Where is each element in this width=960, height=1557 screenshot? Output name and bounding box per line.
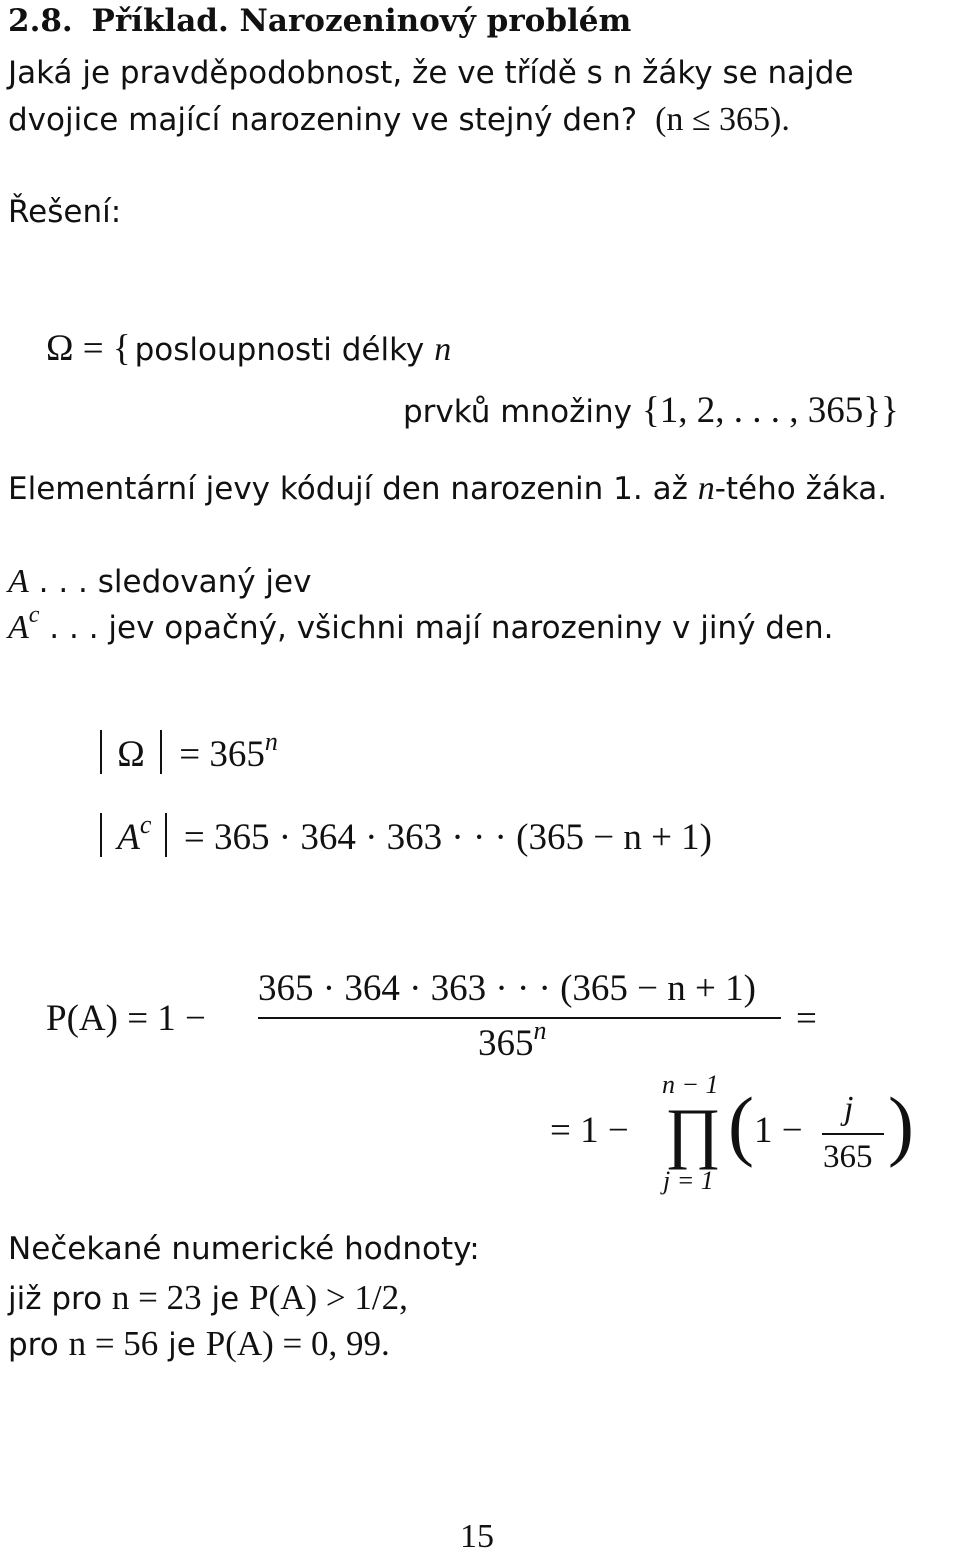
abs-bar-left	[100, 730, 102, 774]
note-line-3-math-2: P(A) = 0, 99.	[205, 1324, 390, 1363]
omega-lhs: Ω = {	[46, 328, 131, 369]
inner-frac-line	[822, 1133, 884, 1135]
omega-definition-line-1	[46, 330, 451, 367]
elementary-events	[8, 472, 887, 506]
event-ac	[8, 602, 834, 646]
note-line-2-text-1: již pro	[8, 1281, 112, 1317]
count-ac-value: = 365 · 364 · 363 · · · (365 − n + 1)	[183, 817, 713, 858]
count-omega	[100, 727, 278, 775]
page-number: 15	[460, 1518, 494, 1555]
question-line-1: Jaká je pravděpodobnost, že ve třídě s n žáky se najde	[8, 55, 854, 91]
event-ac-text: . . . jev opačný, všichni mají narozeniny v jiný den.	[49, 610, 834, 646]
question-line-2-math: (n ≤ 365).	[655, 101, 790, 138]
prob-fraction-line	[258, 1017, 781, 1019]
omega-var: n	[434, 331, 452, 368]
note-line-2-text-2: je	[201, 1281, 250, 1317]
event-a-text: . . . sledovaný jev	[38, 564, 312, 600]
note-line-2-math-1: n = 23	[111, 1278, 202, 1317]
omega-text-2: prvků množiny	[403, 394, 632, 430]
abs-bar-right	[165, 813, 167, 857]
note-line-3-text-1: pro	[8, 1327, 69, 1363]
heading	[8, 3, 632, 39]
event-ac-sup: c	[28, 602, 40, 628]
note-line-2-math-2: P(A) > 1/2,	[249, 1278, 408, 1317]
note-line-2	[8, 1280, 408, 1315]
question-line-2	[8, 103, 790, 137]
count-omega-exp: n	[264, 727, 278, 756]
prob-eq: =	[796, 998, 817, 1039]
count-ac-sup: c	[139, 810, 152, 839]
count-omega-value: = 365	[179, 734, 265, 775]
omega-text-1: posloupnosti délky	[134, 332, 425, 368]
note-line-3	[8, 1326, 390, 1361]
inner-frac-den: 365	[823, 1139, 873, 1175]
heading-title: Příklad. Narozeninový problém	[91, 3, 632, 39]
product-symbol: ∏	[665, 1094, 721, 1170]
elementary-var: n	[697, 470, 715, 507]
inner-one: 1 −	[754, 1110, 803, 1151]
elementary-text-1: Elementární jevy kódují den narozenin 1. až	[8, 471, 698, 507]
count-ac-symbol: A	[117, 817, 140, 858]
event-a-symbol: A	[8, 563, 29, 600]
note-line-1: Nečekané numerické hodnoty:	[8, 1231, 480, 1267]
prob-denominator	[478, 1016, 547, 1064]
prod-lower-limit: j = 1	[663, 1166, 714, 1195]
prob-second-lhs: = 1 −	[550, 1110, 629, 1151]
big-paren-right: )	[888, 1081, 914, 1168]
solution-label: Řešení:	[8, 194, 122, 230]
omega-definition-line-2	[403, 392, 899, 429]
prob-lhs: P(A) = 1 −	[46, 998, 206, 1039]
big-paren-left: (	[728, 1081, 754, 1168]
prob-numerator: 365 · 364 · 363 · · · (365 − n + 1)	[258, 968, 756, 1009]
elementary-text-2: -tého žáka.	[714, 471, 888, 507]
count-ac	[100, 810, 713, 858]
prob-denominator-base: 365	[478, 1023, 534, 1064]
omega-set: {1, 2, . . . , 365}}	[641, 390, 899, 431]
question-line-2-text: dvojice mající narozeniny ve stejný den?	[8, 102, 638, 138]
abs-bar-right	[160, 730, 162, 774]
note-line-3-math-1: n = 56	[68, 1324, 159, 1363]
note-line-3-text-2: je	[158, 1327, 206, 1363]
heading-number: 2.8.	[8, 3, 73, 39]
prod-upper-limit: n − 1	[662, 1070, 719, 1099]
event-ac-symbol: A	[8, 609, 29, 646]
prob-denominator-exp: n	[533, 1016, 547, 1045]
count-omega-symbol: Ω	[117, 734, 145, 775]
abs-bar-left	[100, 813, 102, 857]
event-a	[8, 565, 311, 599]
inner-frac-num: j	[844, 1090, 854, 1127]
